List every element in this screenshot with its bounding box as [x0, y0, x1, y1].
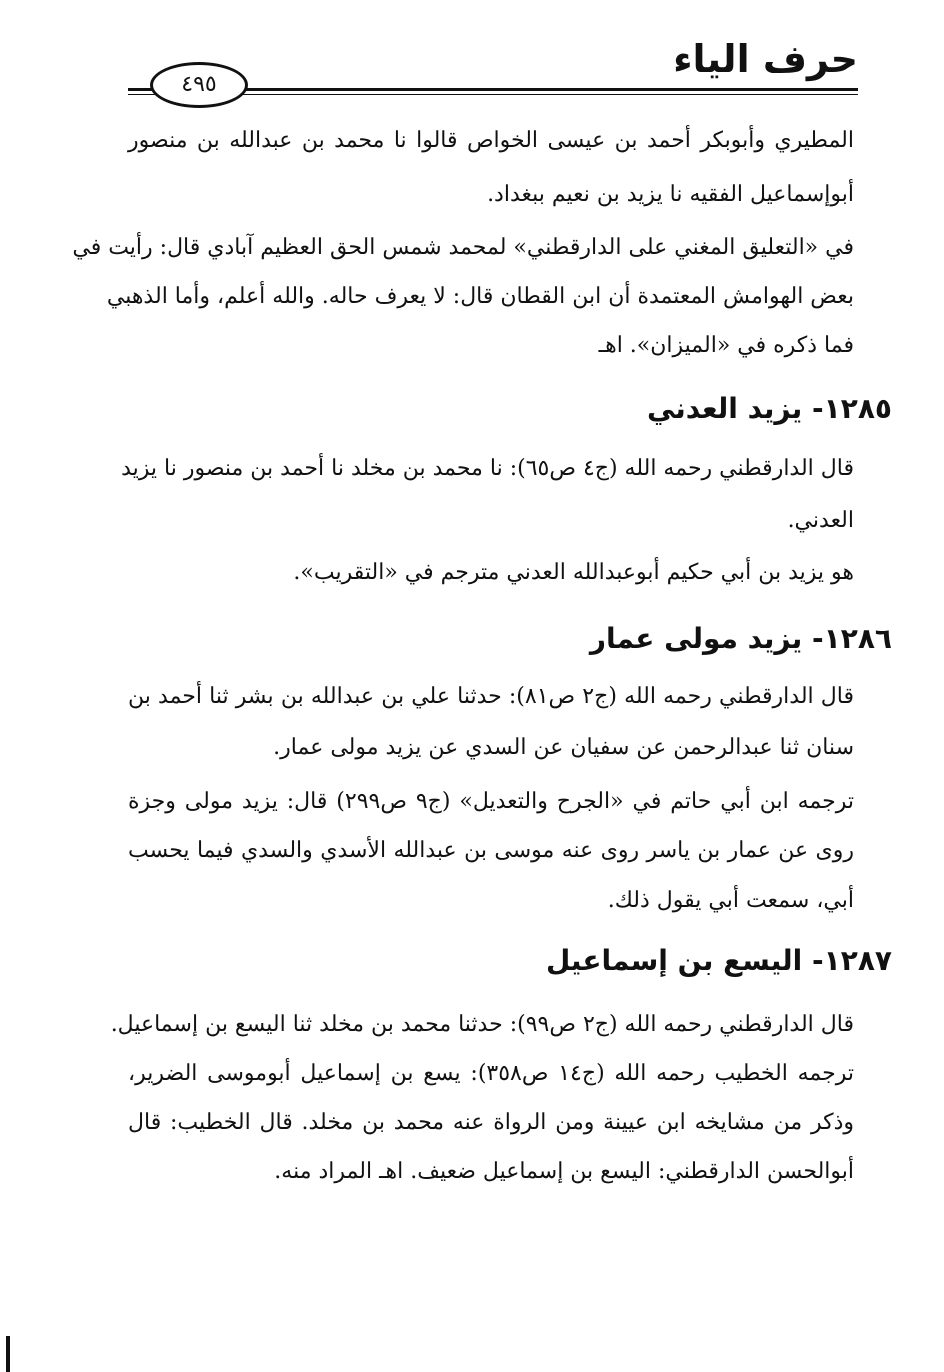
text-line: أبي، سمعت أبي يقول ذلك. — [607, 888, 854, 913]
text-line: أبوالحسن الدارقطني: اليسع بن إسماعيل ضعيف. اهـ المراد منه. — [274, 1159, 854, 1184]
entry-heading: ١٢٨٧- اليسع بن إسماعيل — [545, 944, 892, 977]
entry-heading: ١٢٨٦- يزيد مولى عمار — [589, 622, 892, 655]
text-line: قال الدارقطني رحمه الله (ج٢ ص٨١): حدثنا علي بن عبدالله بن بشر ثنا أحمد بن — [128, 684, 854, 709]
scan-edge-mark — [6, 1336, 10, 1372]
page-number: ٤٩٥ — [150, 62, 248, 108]
text-line: قال الدارقطني رحمه الله (ج٤ ص٦٥): نا محمد بن مخلد نا أحمد بن منصور نا يزيد — [121, 456, 854, 481]
text-line: العدني. — [787, 508, 854, 533]
text-line: هو يزيد بن أبي حكيم أبوعبدالله العدني مترجم في «التقريب». — [293, 560, 854, 585]
text-line: أبوإسماعيل الفقيه نا يزيد بن نعيم ببغداد. — [487, 182, 854, 207]
text-line: ترجمه ابن أبي حاتم في «الجرح والتعديل» (ج٩ ص٢٩٩) قال: يزيد مولى وجزة — [128, 789, 855, 814]
text-line: سنان ثنا عبدالرحمن عن سفيان عن السدي عن يزيد مولى عمار. — [273, 735, 854, 760]
text-line: قال الدارقطني رحمه الله (ج٢ ص٩٩): حدثنا محمد بن مخلد ثنا اليسع بن إسماعيل. — [110, 1012, 854, 1037]
chapter-title: حرف الياء — [673, 37, 858, 81]
text-line: وذكر من مشايخه ابن عيينة ومن الرواة عنه محمد بن مخلد. قال الخطيب: قال — [128, 1110, 854, 1135]
entry-heading: ١٢٨٥- يزيد العدني — [646, 392, 892, 425]
text-line: بعض الهوامش المعتمدة أن ابن القطان قال: لا يعرف حاله. والله أعلم، وأما الذهبي — [106, 284, 854, 309]
text-line: ترجمه الخطيب رحمه الله (ج١٤ ص٣٥٨): يسع بن إسماعيل أبوموسى الضرير، — [128, 1061, 854, 1086]
text-line: في «التعليق المغني على الدارقطني» لمحمد شمس الحق العظيم آبادي قال: رأيت في — [72, 235, 854, 260]
text-line: فما ذكره في «الميزان». اهـ — [598, 333, 854, 358]
text-line: المطيري وأبوبكر أحمد بن عيسى الخواص قالوا نا محمد بن عبدالله بن منصور — [128, 128, 854, 153]
text-line: روى عن عمار بن ياسر روى عنه موسى بن عبدالله الأسدي والسدي فيما يحسب — [128, 838, 854, 863]
